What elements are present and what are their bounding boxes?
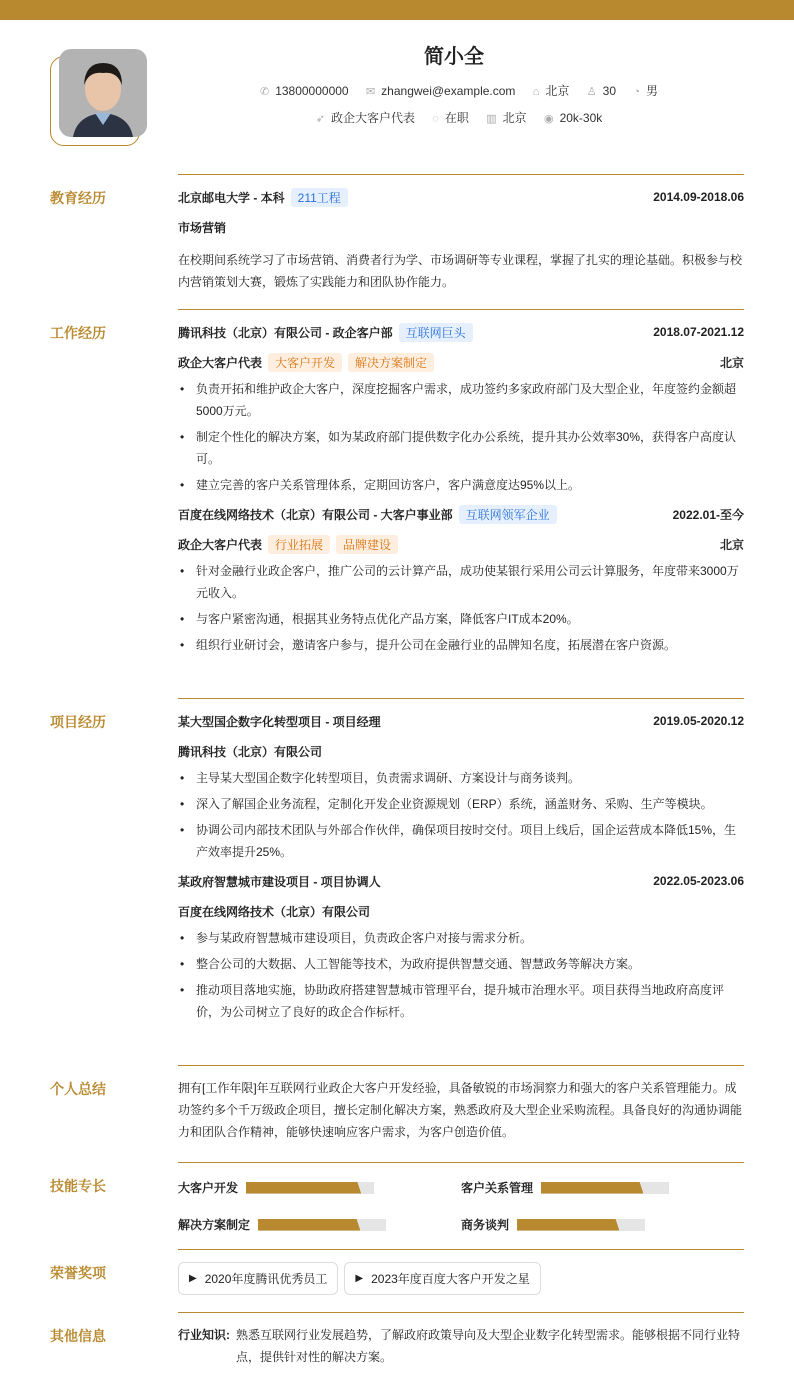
company: 百度在线网络技术（北京）有限公司: [178, 904, 371, 919]
school: 北京邮电大学 - 本科: [178, 190, 285, 205]
section-title: 技能专长: [50, 1178, 106, 1194]
date: 2014.09-2018.06: [653, 190, 744, 204]
home-icon: ⌂: [532, 86, 540, 98]
top-accent-bar: [0, 0, 794, 20]
work-city: 北京: [502, 111, 527, 125]
company: 腾讯科技（北京）有限公司: [178, 744, 323, 759]
position: 政企大客户代表: [330, 111, 415, 125]
company: 腾讯科技（北京）有限公司 - 政企客户部: [178, 325, 393, 340]
section-title: 其他信息: [50, 1328, 106, 1344]
skill-bar: [258, 1219, 386, 1231]
bullet: • 组织行业研讨会，邀请客户参与，提升公司在金融行业的品牌知名度，拓展潜在客户资源。: [178, 634, 744, 656]
skill-bar-fill: [541, 1182, 643, 1194]
skill-bar: [246, 1182, 374, 1194]
triangle-icon: ▶: [355, 1273, 364, 1284]
skill-item: [178, 1179, 461, 1196]
other-key: 行业知识:: [178, 1328, 230, 1342]
city: 北京: [719, 355, 744, 370]
award-item: [344, 1262, 540, 1295]
skill-tag: 行业拓展: [268, 535, 330, 554]
summary-section: [50, 1065, 744, 1143]
skill-item: [461, 1216, 744, 1233]
candidate-name: 简小全: [424, 46, 484, 68]
skill-name: 商务谈判: [461, 1218, 510, 1232]
skills-section: [50, 1162, 744, 1233]
work-section: [50, 309, 744, 660]
city: 北京: [545, 84, 570, 98]
project-title: 某政府智慧城市建设项目 - 项目协调人: [178, 874, 381, 889]
project-item: [178, 873, 744, 1023]
section-title: 教育经历: [50, 190, 106, 206]
email-icon: ✉: [365, 86, 376, 98]
bullet: • 与客户紧密沟通，根据其业务特点优化产品方案，降低客户IT成本20%。: [178, 608, 744, 630]
projects-section: [50, 698, 744, 1027]
education-section: [50, 174, 744, 293]
skill-tag: 大客户开发: [268, 353, 342, 372]
skill-name: 解决方案制定: [178, 1218, 251, 1232]
section-title: 项目经历: [50, 714, 106, 730]
skill-item: [178, 1216, 461, 1233]
skill-bar-fill: [517, 1219, 619, 1231]
age: 30: [602, 84, 617, 98]
project-item: [178, 713, 744, 863]
bullet: • 推动项目落地实施，协助政府搭建智慧城市管理平台，提升城市治理水平。项目获得当地政府高度评价，为公司树立了良好的政企合作标杆。: [178, 979, 744, 1023]
work-item: [178, 324, 744, 496]
award-item: [178, 1262, 338, 1295]
status-icon: ◌: [432, 113, 439, 125]
section-title: 工作经历: [50, 325, 106, 341]
skill-bar-fill: [246, 1182, 361, 1194]
section-title: 荣誉奖项: [50, 1265, 106, 1281]
major: 市场营销: [178, 220, 227, 235]
company: 百度在线网络技术（北京）有限公司 - 大客户事业部: [178, 507, 453, 522]
job-intent-row: [160, 109, 744, 126]
skill-bar: [517, 1219, 645, 1231]
phone: 13800000000: [275, 84, 349, 98]
date: 2022.01-至今: [672, 507, 744, 522]
date: 2018.07-2021.12: [653, 325, 744, 339]
section-title: 个人总结: [50, 1081, 106, 1097]
awards-section: [50, 1249, 744, 1295]
skill-bar-fill: [258, 1219, 360, 1231]
bullet: • 深入了解国企业务流程，定制化开发企业资源规划（ERP）系统，涵盖财务、采购、生产等模块。: [178, 793, 744, 815]
skill-item: [461, 1179, 744, 1196]
bullet: • 制定个性化的解决方案，如为某政府部门提供数字化办公系统，提升其办公效率30%，获得客户高度认可。: [178, 426, 744, 470]
bullet: • 针对金融行业政企客户，推广公司的云计算产品，成功使某银行采用公司云计算服务，年度带来3000万元收入。: [178, 560, 744, 604]
other-text: 熟悉互联网行业发展趋势，了解政府政策导向及大型企业数字化转型需求。能够根据不同行业特点，提供针对性的解决方案。: [236, 1328, 741, 1364]
award-label: 2020年度腾讯优秀员工: [204, 1272, 328, 1286]
city: 北京: [719, 537, 744, 552]
age-icon: ♙: [586, 86, 597, 98]
bullet: • 主导某大型国企数字化转型项目，负责需求调研、方案设计与商务谈判。: [178, 767, 744, 789]
school-tag: 211工程: [291, 188, 348, 207]
salary-icon: ◉: [543, 113, 554, 125]
contact-row: [160, 82, 744, 99]
bullet: • 整合公司的大数据、人工智能等技术，为政府提供智慧交通、智慧政务等解决方案。: [178, 953, 744, 975]
skill-name: 客户关系管理: [461, 1181, 534, 1195]
gender: 男: [646, 84, 659, 98]
date: 2022.05-2023.06: [653, 874, 744, 888]
gender-icon: ◔: [633, 86, 641, 98]
status: 在职: [444, 111, 469, 125]
email: zhangwei@example.com: [381, 84, 516, 98]
skill-tag: 品牌建设: [336, 535, 398, 554]
bullet: • 参与某政府智慧城市建设项目，负责政企客户对接与需求分析。: [178, 927, 744, 949]
phone-icon: ✆: [259, 86, 270, 98]
summary-text: 拥有[工作年限]年互联网行业政企大客户开发经验，具备敏锐的市场洞察力和强大的客户关系管理能力。成功签约多个千万级政企项目，擅长定制化解决方案，熟悉政府及大型企业采购流程。具备良好的沟通协调能力和团队合作精神，能够快速响应客户需求，为客户创造价值。: [178, 1081, 743, 1139]
skill-name: 大客户开发: [178, 1181, 239, 1195]
award-label: 2023年度百度大客户开发之星: [371, 1272, 530, 1286]
project-title: 某大型国企数字化转型项目 - 项目经理: [178, 714, 381, 729]
date: 2019.05-2020.12: [653, 714, 744, 728]
bullet: • 负责开拓和维护政企大客户，深度挖掘客户需求，成功签约多家政府部门及大型企业，年度签约金额超5000万元。: [178, 378, 744, 422]
company-tag: 互联网巨头: [399, 323, 473, 342]
building-icon: ▥: [486, 113, 497, 125]
bullet: • 协调公司内部技术团队与外部合作伙伴，确保项目按时交付。项目上线后，国企运营成本降低15%，生产效率提升25%。: [178, 819, 744, 863]
salary: 20k-30k: [559, 111, 603, 125]
work-item: [178, 506, 744, 656]
company-tag: 互联网领军企业: [459, 505, 557, 524]
education-desc: 在校期间系统学习了市场营销、消费者行为学、市场调研等专业课程，掌握了扎实的理论基础。积极参与校内营销策划大赛，锻炼了实践能力和团队协作能力。: [178, 253, 743, 289]
skill-bar: [541, 1182, 669, 1194]
role: 政企大客户代表: [178, 355, 263, 370]
skill-tag: 解决方案制定: [348, 353, 434, 372]
role: 政企大客户代表: [178, 537, 263, 552]
other-section: [50, 1312, 744, 1368]
send-icon: ➶: [315, 113, 325, 125]
triangle-icon: ▶: [189, 1273, 197, 1284]
bullet: • 建立完善的客户关系管理体系，定期回访客户，客户满意度达95%以上。: [178, 474, 744, 496]
